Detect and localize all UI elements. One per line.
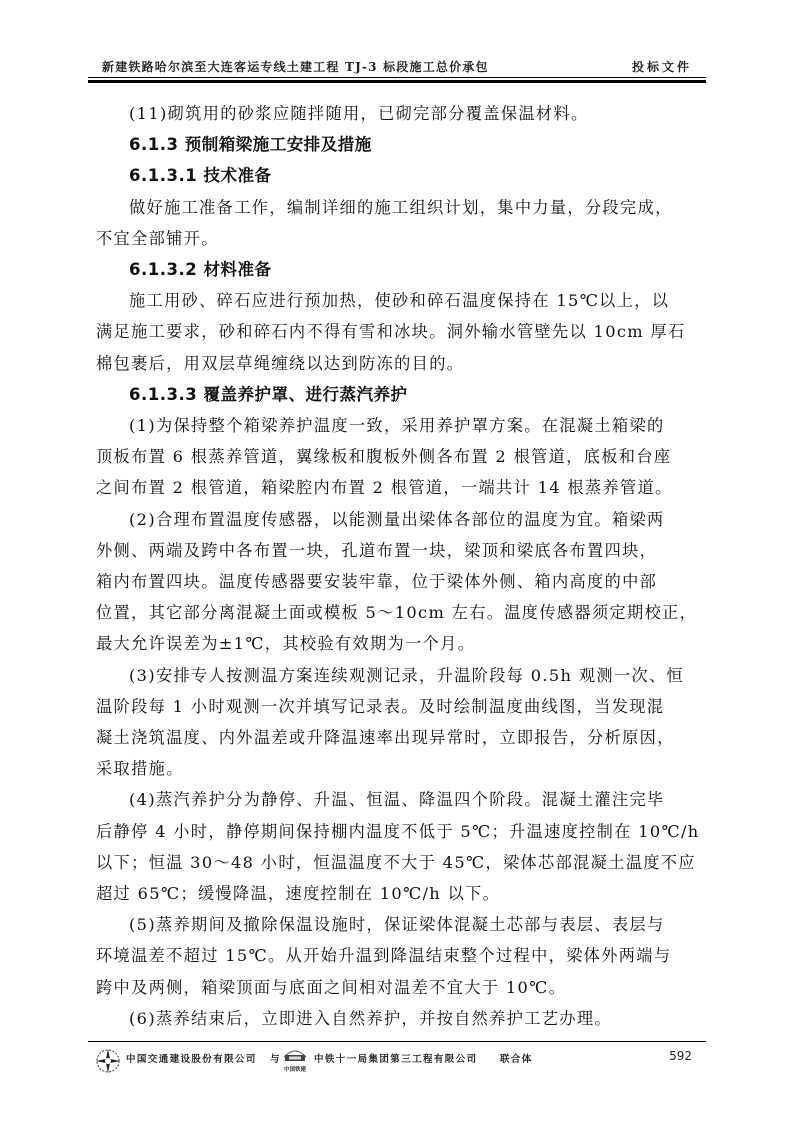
text-line: 不宜全部铺开。 [96,228,219,248]
text-line: 顶板布置 6 根蒸养管道，翼缘板和腹板外侧各布置 2 根管道，底板和台座 [96,447,672,467]
text-line: 位置，其它部分离混凝土面或模板 5～10cm 左右。温度传感器须定期校正， [96,603,698,623]
heading-6-1-3-1: 6.1.3.1 技术准备 [129,166,272,186]
text-line: 凝土浇筑温度、内外温差或升降温速率出现异常时，立即报告，分析原因， [96,728,675,748]
paragraph-item-2 [96,504,706,660]
text-line: (1)为保持整个箱梁养护温度一致，采用养护罩方案。在混凝土箱梁的 [129,416,665,436]
text-line: 温阶段每 1 小时观测一次并填写记录表。及时绘制温度曲线图，当发现混 [96,696,665,716]
text-line: 采取措施。 [96,759,184,779]
heading-6-1-3-2: 6.1.3.2 材料准备 [129,260,272,280]
text-line: (5)蒸养期间及撤除保温设施时，保证梁体混凝土芯部与表层、表层与 [129,915,665,935]
svg-text:中国铁建: 中国铁建 [283,1067,307,1073]
text-line: (3)安排专人按测温方案连续观测记录，升温阶段每 0.5h 观测一次、恒 [129,665,685,685]
text-line: (2)合理布置温度传感器，以能测量出梁体各部位的温度为宜。箱梁两 [129,509,665,529]
page-header [88,56,706,74]
header-title: 新建铁路哈尔滨至大连客运专线土建工程 TJ-3 标段施工总价承包 [102,60,489,74]
text-line: 最大允许误差为±1℃，其校验有效期为一个月。 [96,634,476,654]
header-rule-thin [88,77,706,78]
paragraph-tech-prep [96,192,706,254]
text-line: 箱内布置四块。温度传感器要安装牢靠，位于梁体外侧、箱内高度的中部 [96,572,658,592]
text-line: 以下；恒温 30～48 小时，恒温温度不大于 45℃，梁体芯部混凝土温度不应 [96,852,696,872]
paragraph-material-prep [96,285,706,379]
paragraph-item-1 [96,410,706,504]
footer-company-1: 中国交通建设股份有限公司 [126,1054,257,1065]
paragraph-item-3 [96,660,706,785]
page-number: 592 [669,1049,692,1063]
text-line: 环境温差不超过 15℃。从开始升温到降温结束整个过程中，梁体外两端与 [96,946,672,966]
crcc-logo-icon [280,1045,310,1073]
footer-with: 与 [270,1054,280,1065]
header-rule-thick [88,80,706,83]
text-line: 外侧、两端及跨中各布置一块，孔道布置一块，梁顶和梁底各布置四块， [96,540,658,560]
text-line: 施工用砂、碎石应进行预加热，使砂和碎石温度保持在 15℃以上，以 [129,291,670,311]
document-body [96,98,706,1034]
footer-joint-venture: 联合体 [500,1054,533,1065]
paragraph-item-4 [96,784,706,909]
text-line: 做好施工准备工作，编制详细的施工组织计划，集中力量，分段完成， [129,197,673,217]
paragraph-item-11: (11)砌筑用的砂浆应随拌随用，已砌完部分覆盖保温材料。 [129,104,589,123]
text-line: 超过 65℃；缓慢降温，速度控制在 10℃/h 以下。 [96,884,501,904]
text-line: 之间布置 2 根管道，箱梁腔内布置 2 根管道，一端共计 14 根蒸养管道。 [96,478,673,498]
footer-rule [88,1041,706,1042]
footer-company-2: 中铁十一局集团第三工程有限公司 [314,1054,478,1065]
page-footer [88,1045,706,1077]
header-doc-type: 投标文件 [631,60,692,74]
text-line: 满足施工要求，砂和碎石内不得有雪和冰块。洞外输水管壁先以 10cm 厚石 [96,322,686,342]
text-line: 后静停 4 小时，静停期间保持棚内温度不低于 5℃；升温速度控制在 10℃/h [96,821,700,841]
heading-6-1-3-3: 6.1.3.3 覆盖养护罩、进行蒸汽养护 [129,384,408,404]
text-line: 跨中及两侧，箱梁顶面与底面之间相对温差不宜大于 10℃。 [96,977,567,997]
paragraph-item-6: (6)蒸养结束后，立即进入自然养护，并按自然养护工艺办理。 [129,1008,612,1028]
paragraph-item-5 [96,909,706,1003]
text-line: 棉包裹后，用双层草绳缠绕以达到防冻的目的。 [96,353,465,373]
cccc-logo-icon [94,1047,122,1075]
heading-6-1-3: 6.1.3 预制箱梁施工安排及措施 [129,135,372,155]
text-line: (4)蒸汽养护分为静停、升温、恒温、降温四个阶段。混凝土灌注完毕 [129,790,665,810]
